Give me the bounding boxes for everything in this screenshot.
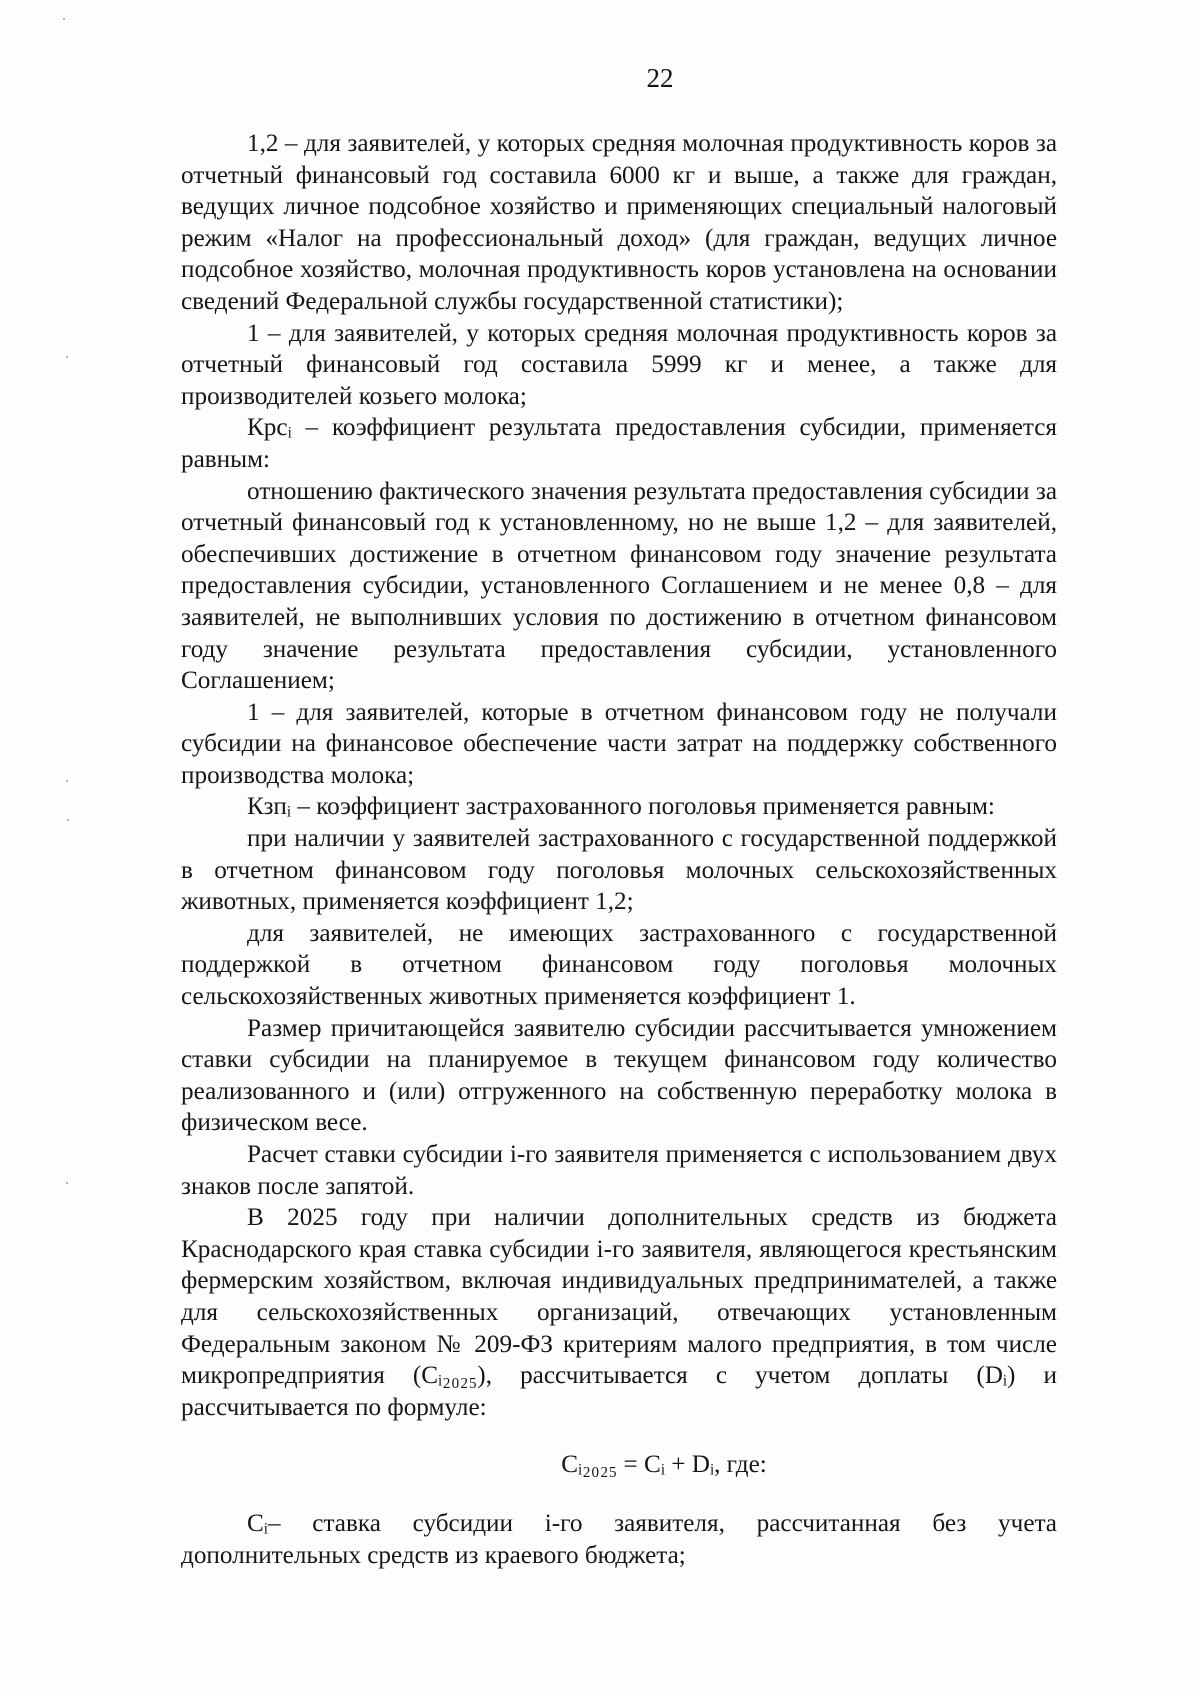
paragraph-kzp-definition: Кзпᵢ – коэффициент застрахованного поголовья применяется равным: bbox=[247, 793, 995, 821]
paragraph-kzp-insured: при наличии у заявителей застрахованного с государственной поддержкой в отчетном финансовом году поголовья молочных сельскохозяйственных животных, применяется коэффициент 1,2; bbox=[181, 825, 1057, 916]
paragraph-krs-definition: Крсᵢ – коэффициент результата предоставления субсидии, применяется равным: bbox=[181, 414, 1057, 473]
scan-speck bbox=[66, 1182, 68, 1184]
paragraph-subsidy-amount: Размер причитающейся заявителю субсидии рассчитывается умножением ставки субсидии на планируемое в текущем финансовом году количество реализованного и (или) отгруженного на собственную переработку молока в физическом весе. bbox=[181, 1014, 1057, 1137]
document-body bbox=[181, 128, 1057, 1571]
paragraph-krs-ratio: отношению фактического значения результата предоставления субсидии за отчетный финансовый год к установленному, но не выше 1,2 – для заявителей, обеспечивших достижение в отчетном финансовом году значение результата предоставления субсидии, установленного Соглашением и не менее 0,8 – для заявителей, не выполнивших условия по достижению в отчетном финансовом году значение результата предоставления субсидии, установленного Соглашением; bbox=[181, 477, 1057, 695]
paragraph-kzp-uninsured: для заявителей, не имеющих застрахованного с государственной поддержкой в отчетном финансовом году поголовья молочных сельскохозяйственных животных применяется коэффициент 1. bbox=[181, 919, 1057, 1011]
scan-speck bbox=[66, 356, 68, 358]
paragraph-coefficient-1: 1 – для заявителей, у которых средняя молочная продуктивность коров за отчетный финансовый год составила 5999 кг и менее, а также для производителей козьего молока; bbox=[181, 319, 1057, 410]
scan-speck bbox=[63, 18, 65, 20]
formula: Cᵢ₂₀₂₅ = Cᵢ + Dᵢ, где: bbox=[561, 1451, 767, 1479]
scan-speck bbox=[66, 780, 68, 782]
paragraph-2025-surcharge: В 2025 году при наличии дополнительных средств из бюджета Краснодарского края ставка субсидии i-го заявителя, являющегося крестьянским фермерским хозяйством, включая индивидуальных предпринимателей, а также для сельскохозяйственных организаций, отвечающих установленным Федеральным законом № 209-ФЗ критериям малого предприятия, в том числе микропредприятия (Cᵢ₂₀₂₅), рассчитывается с учетом доплаты (Dᵢ) и рассчитывается по формуле: bbox=[181, 1204, 1057, 1421]
paragraph-rate-precision: Расчет ставки субсидии i-го заявителя применяется с использованием двух знаков после запятой. bbox=[181, 1141, 1057, 1200]
paragraph-krs-default: 1 – для заявителей, которые в отчетном финансовом году не получали субсидии на финансовое обеспечение части затрат на поддержку собственного производства молока; bbox=[181, 698, 1057, 789]
paragraph-coefficient-1-2: 1,2 – для заявителей, у которых средняя молочная продуктивность коров за отчетный финансовый год составила 6000 кг и выше, а также для граждан, ведущих личное подсобное хозяйство и применяющих специальный налоговый режим «Налог на профессиональный доход» (для граждан, ведущих личное подсобное хозяйство, молочная продуктивность коров установлена на основании сведений Федеральной службы государственной статистики); bbox=[181, 130, 1057, 315]
page-number: 22 bbox=[646, 63, 674, 93]
paragraph-ci-definition: Cᵢ– ставка субсидии i-го заявителя, рассчитанная без учета дополнительных средств из краевого бюджета; bbox=[181, 1509, 1057, 1569]
scan-speck bbox=[67, 819, 69, 821]
